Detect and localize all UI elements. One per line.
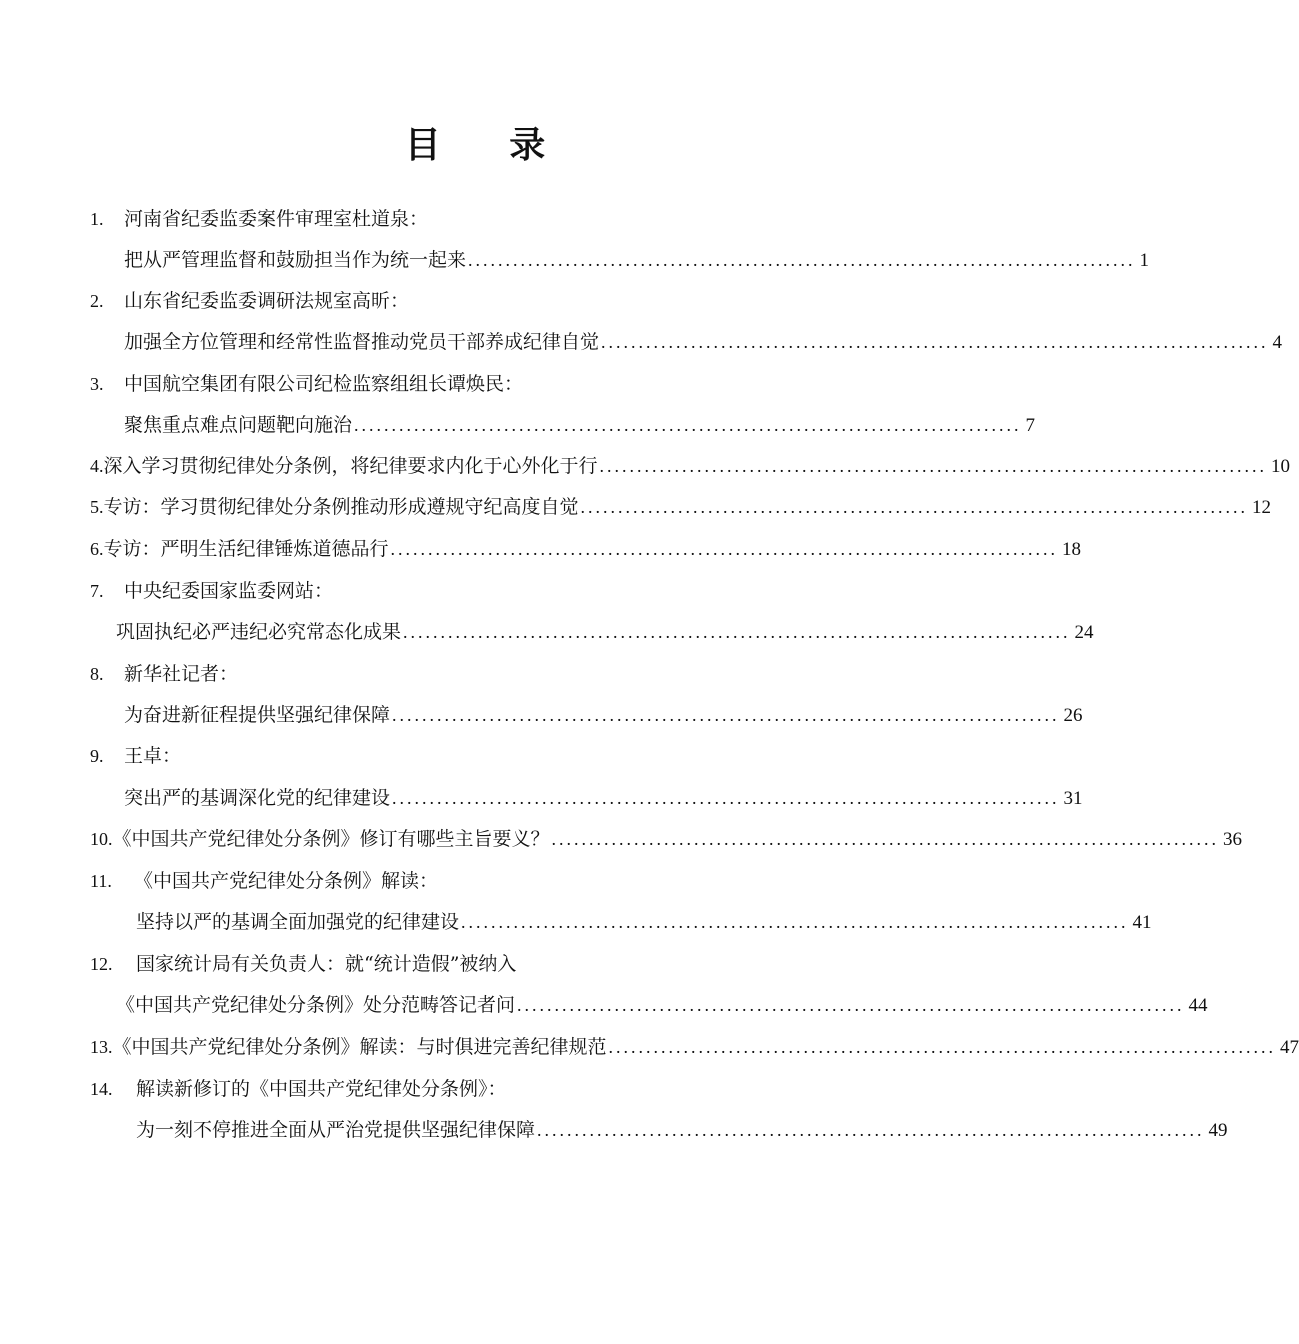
toc-entry-number: 8.: [90, 664, 104, 684]
toc-entry-title: 坚持以严的基调全面加强党的纪律建设: [136, 911, 460, 933]
toc-entry-14[interactable]: [136, 1115, 1228, 1145]
toc-entry-title: 《中国共产党纪律处分条例》处分范畴答记者问: [116, 994, 516, 1016]
toc-entry-11[interactable]: [136, 907, 1152, 937]
toc-entry-number: 13.: [90, 1037, 113, 1057]
toc-entry-heading: 国家统计局有关负责人：就“统计造假”被纳入: [136, 953, 517, 975]
toc-entry-8[interactable]: [124, 700, 1083, 730]
toc-entry-title: 《中国共产党纪律处分条例》修订有哪些主旨要义？: [112, 828, 550, 850]
toc-entry-heading: 中央纪委国家监委网站：: [124, 580, 334, 602]
toc-entry-page: 47: [1280, 1037, 1299, 1058]
toc-entry-heading: 解读新修订的《中国共产党纪律处分条例》：: [136, 1078, 507, 1100]
leader-dots: .........................................................................................: [392, 788, 1060, 808]
toc-entry-page: 36: [1223, 829, 1243, 850]
toc-entry-12[interactable]: [116, 990, 1208, 1020]
toc-entry-title: 突出严的基调深化党的纪律建设: [124, 787, 391, 809]
toc-entry-title: 深入学习贯彻纪律处分条例，将纪律要求内化于心外化于行: [103, 455, 598, 477]
toc-entry-title: 专访：严明生活纪律锤炼道德品行: [103, 538, 389, 560]
leader-dots: .........................................................................................: [580, 497, 1249, 517]
toc-entry-page: 24: [1074, 622, 1094, 643]
toc-entry-page: 26: [1063, 705, 1083, 726]
toc-entry-number: 1.: [90, 209, 104, 229]
toc-entry-14-heading-line: [90, 1074, 507, 1104]
toc-entry-page: 10: [1271, 456, 1291, 477]
toc-entry-heading: 山东省纪委监委调研法规室高昕：: [124, 290, 410, 312]
toc-entry-11-heading-line: [90, 866, 438, 896]
toc-entry-page: 41: [1132, 912, 1152, 933]
toc-entry-number: 10.: [90, 829, 113, 849]
leader-dots: .........................................................................................: [392, 705, 1060, 725]
toc-entry-page: 18: [1062, 539, 1082, 560]
toc-entry-1[interactable]: [124, 245, 1150, 275]
toc-entry-12-heading-line: [90, 949, 516, 979]
toc-entry-title: 专访：学习贯彻纪律处分条例推动形成遵规守纪高度自觉: [103, 496, 579, 518]
toc-entry-heading: 中国航空集团有限公司纪检监察组组长谭焕民：: [124, 373, 524, 395]
toc-entry-number: 6.: [90, 539, 104, 559]
toc-entry-13[interactable]: [90, 1032, 1299, 1062]
leader-dots: .........................................................................................: [608, 1037, 1277, 1057]
toc-entry-title: 《中国共产党纪律处分条例》解读：与时俱进完善纪律规范: [112, 1036, 607, 1058]
leader-dots: .........................................................................................: [461, 912, 1129, 932]
toc-entry-page: 1: [1139, 250, 1150, 271]
toc-entry-title: 为奋进新征程提供坚强纪律保障: [124, 704, 391, 726]
toc-entry-number: 5.: [90, 497, 104, 517]
toc-entry-1-heading-line: [90, 204, 428, 234]
toc-entry-5[interactable]: [90, 492, 1272, 522]
toc-entry-number: 2.: [90, 291, 104, 311]
leader-dots: .........................................................................................: [403, 622, 1071, 642]
toc-entry-3-heading-line: [90, 369, 523, 399]
toc-entry-9-heading-line: [90, 741, 181, 771]
toc-entry-10[interactable]: [90, 824, 1243, 854]
leader-dots: .........................................................................................: [390, 539, 1059, 559]
toc-entry-4[interactable]: [90, 451, 1291, 481]
toc-entry-page: 7: [1025, 415, 1036, 436]
toc-entry-number: 4.: [90, 456, 104, 476]
toc-entry-title: 为一刻不停推进全面从严治党提供坚强纪律保障: [136, 1119, 536, 1141]
toc-entry-number: 9.: [90, 746, 104, 766]
leader-dots: .........................................................................................: [601, 332, 1269, 352]
toc-entry-title: 巩固执纪必严违纪必究常态化成果: [116, 621, 402, 643]
toc-entry-heading: 《中国共产党纪律处分条例》解读：: [134, 870, 439, 892]
toc-entry-number: 3.: [90, 374, 104, 394]
toc-entry-heading: 王卓：: [124, 745, 182, 767]
toc-entry-7[interactable]: [116, 617, 1094, 647]
page-title: 目 录: [404, 124, 574, 166]
toc-entry-2[interactable]: [124, 327, 1283, 357]
toc-entry-heading: 新华社记者：: [124, 663, 239, 685]
leader-dots: .........................................................................................: [537, 1120, 1205, 1140]
toc-entry-3[interactable]: [124, 410, 1036, 440]
toc-entry-heading: 河南省纪委监委案件审理室杜道泉：: [124, 208, 429, 230]
toc-entry-6[interactable]: [90, 534, 1082, 564]
toc-entry-2-heading-line: [90, 286, 409, 316]
toc-entry-page: 44: [1188, 995, 1208, 1016]
toc-entry-number: 7.: [90, 581, 104, 601]
leader-dots: .........................................................................................: [468, 250, 1136, 270]
toc-entry-number: 12.: [90, 954, 113, 974]
toc-entry-9[interactable]: [124, 783, 1083, 813]
toc-entry-page: 31: [1063, 788, 1083, 809]
toc-entry-7-heading-line: [90, 576, 333, 606]
toc-entry-page: 4: [1272, 332, 1283, 353]
toc-entry-number: 14.: [90, 1079, 113, 1099]
toc-entry-title: 聚焦重点难点问题靶向施治: [124, 414, 353, 436]
leader-dots: .........................................................................................: [551, 829, 1220, 849]
leader-dots: .........................................................................................: [517, 995, 1185, 1015]
leader-dots: .........................................................................................: [354, 415, 1022, 435]
toc-entry-title: 把从严管理监督和鼓励担当作为统一起来: [124, 249, 467, 271]
toc-entry-8-heading-line: [90, 659, 238, 689]
leader-dots: .........................................................................................: [599, 456, 1268, 476]
toc-entry-page: 12: [1252, 497, 1272, 518]
toc-entry-title: 加强全方位管理和经常性监督推动党员干部养成纪律自觉: [124, 331, 600, 353]
toc-entry-page: 49: [1208, 1120, 1228, 1141]
toc-entry-number: 11.: [90, 871, 112, 891]
